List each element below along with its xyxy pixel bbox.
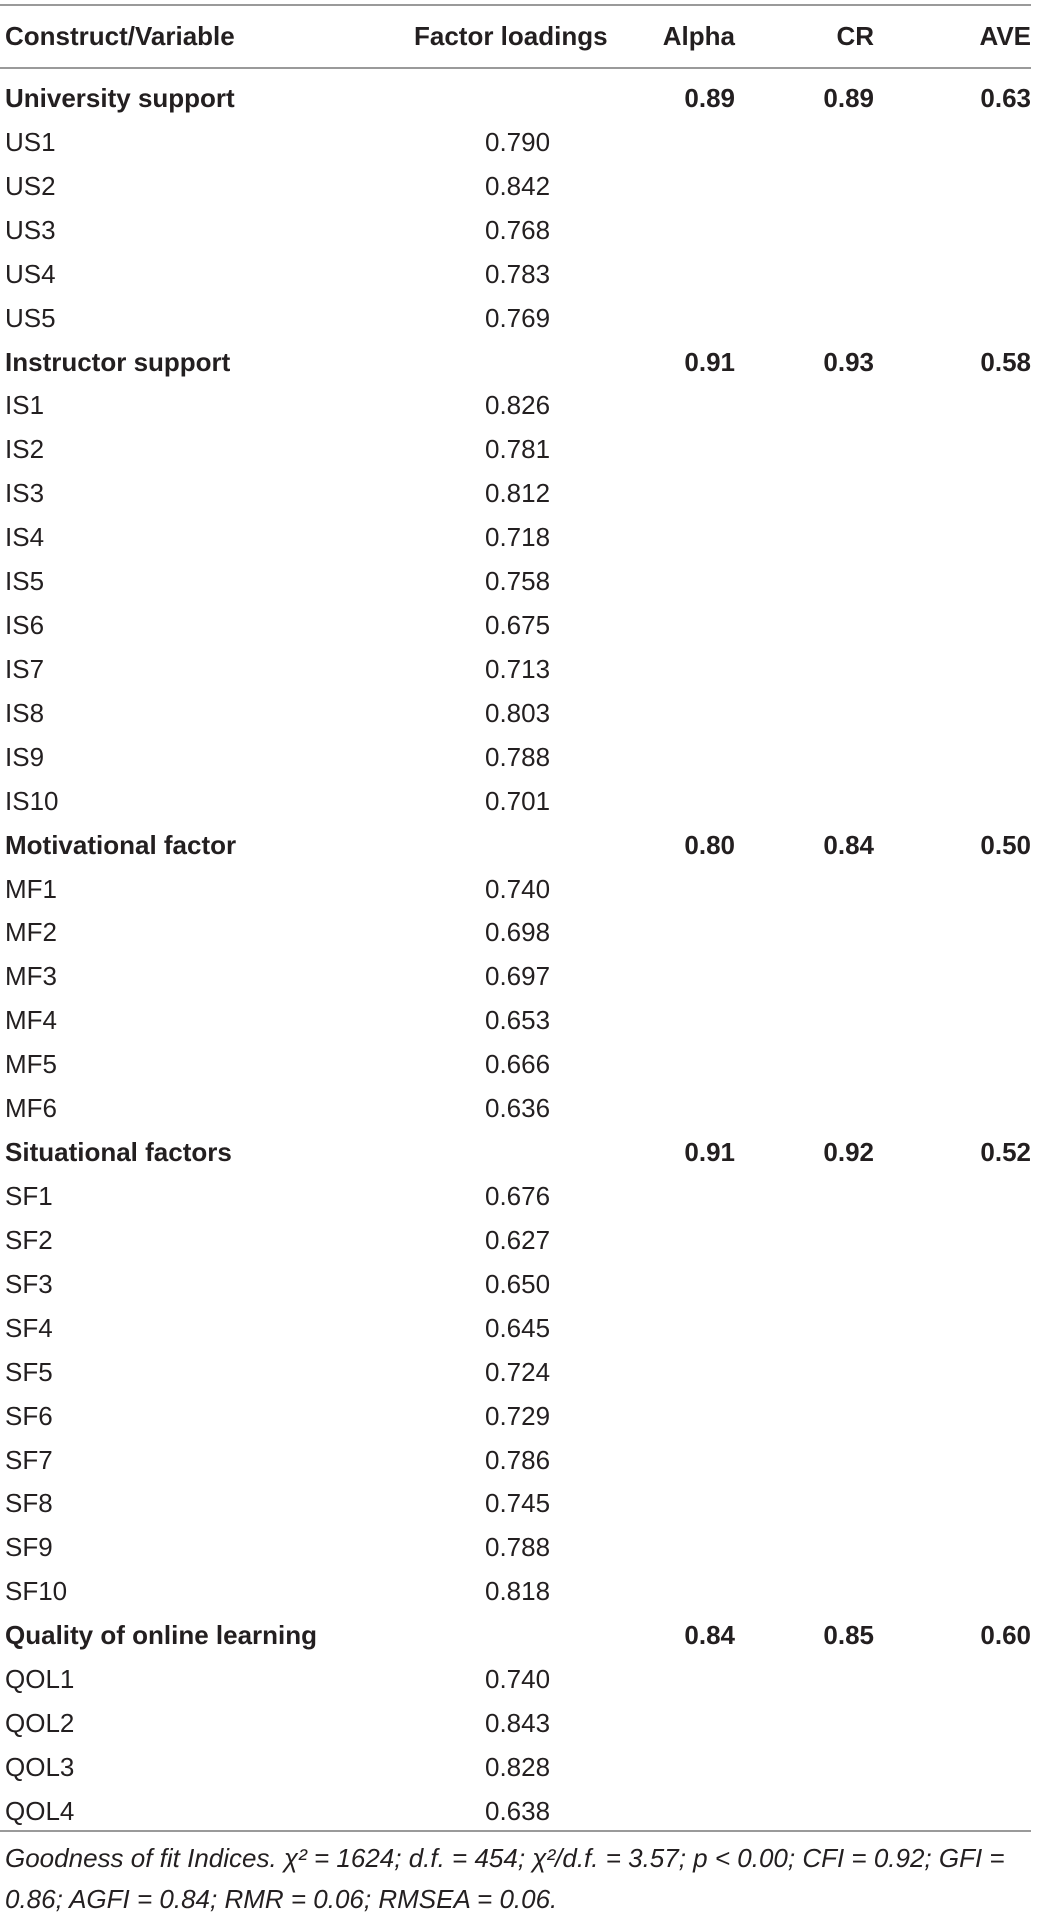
item-loading: 0.698 [485, 917, 551, 948]
table-row [0, 954, 1031, 998]
item-code: IS6 [5, 610, 45, 641]
ave-value: 0.50 [980, 829, 1031, 860]
item-code: US1 [5, 126, 56, 157]
table-row [0, 1569, 1031, 1613]
item-loading: 0.781 [485, 434, 551, 465]
cr-value: 0.84 [823, 829, 874, 860]
item-code: SF10 [5, 1576, 68, 1607]
table-row [0, 252, 1031, 296]
item-loading: 0.638 [485, 1795, 551, 1826]
item-loading: 0.788 [485, 741, 551, 772]
item-loading: 0.666 [485, 1049, 551, 1080]
item-loading: 0.636 [485, 1093, 551, 1124]
item-code: MF3 [5, 961, 57, 992]
item-code: SF4 [5, 1312, 53, 1343]
alpha-value: 0.80 [684, 829, 735, 860]
item-loading: 0.826 [485, 390, 551, 421]
alpha-value: 0.84 [684, 1620, 735, 1651]
item-code: QOL4 [5, 1795, 75, 1826]
table-footnote: Goodness of fit Indices. χ² = 1624; d.f. = 454; χ²/d.f. = 3.57; p < 0.00; CFI = 0.92; GFI = 0.86; AGFI = 0.84; RMR = 0.06; RMSEA = 0.06. [5, 1843, 1005, 1914]
item-code: SF6 [5, 1400, 53, 1431]
construct-row [0, 76, 1031, 120]
item-loading: 0.718 [485, 522, 551, 553]
construct-name: Motivational factor [5, 829, 237, 860]
table-row [0, 603, 1031, 647]
item-code: IS1 [5, 390, 45, 421]
item-loading: 0.803 [485, 697, 551, 728]
item-code: SF5 [5, 1356, 53, 1387]
alpha-value: 0.89 [684, 83, 735, 113]
table-row [0, 1789, 1031, 1833]
table-row [0, 559, 1031, 603]
table-row [0, 1525, 1031, 1569]
item-code: SF2 [5, 1224, 53, 1255]
item-code: US4 [5, 258, 56, 289]
table-row [0, 1174, 1031, 1218]
cr-value: 0.89 [823, 83, 874, 113]
item-loading: 0.842 [485, 170, 551, 201]
table-row [0, 383, 1031, 427]
item-loading: 0.790 [485, 126, 551, 157]
construct-row [0, 1130, 1031, 1174]
ave-value: 0.52 [980, 1137, 1031, 1168]
table-row [0, 867, 1031, 911]
item-loading: 0.650 [485, 1268, 551, 1299]
item-code: MF4 [5, 1005, 57, 1036]
item-code: MF6 [5, 1093, 57, 1124]
table-row [0, 471, 1031, 515]
table-row [0, 208, 1031, 252]
ave-value: 0.60 [980, 1620, 1031, 1651]
item-loading: 0.812 [485, 478, 551, 509]
item-loading: 0.783 [485, 258, 551, 289]
construct-name: Instructor support [5, 346, 231, 377]
item-loading: 0.676 [485, 1181, 551, 1211]
item-loading: 0.758 [485, 566, 551, 597]
item-loading: 0.843 [485, 1708, 551, 1739]
item-loading: 0.740 [485, 1664, 551, 1695]
table-row [0, 779, 1031, 823]
ave-value: 0.63 [980, 83, 1031, 113]
item-code: IS2 [5, 434, 45, 465]
header-ave: AVE [979, 21, 1031, 51]
table-row [0, 1042, 1031, 1086]
alpha-value: 0.91 [684, 346, 735, 377]
header-alpha: Alpha [662, 21, 735, 51]
item-loading: 0.675 [485, 610, 551, 641]
table-header-row [0, 14, 1031, 58]
item-code: SF9 [5, 1532, 53, 1563]
item-loading: 0.627 [485, 1224, 551, 1255]
item-code: MF1 [5, 873, 57, 904]
table-row [0, 691, 1031, 735]
item-loading: 0.645 [485, 1312, 551, 1343]
item-loading: 0.768 [485, 214, 551, 245]
top-rule [0, 4, 1031, 6]
item-code: SF3 [5, 1268, 53, 1299]
item-code: QOL2 [5, 1708, 75, 1739]
cr-value: 0.85 [823, 1620, 874, 1651]
alpha-value: 0.91 [684, 1137, 735, 1168]
item-loading: 0.701 [485, 785, 551, 816]
table-row [0, 1657, 1031, 1701]
table-row [0, 1438, 1031, 1482]
item-loading: 0.745 [485, 1488, 551, 1519]
item-code: IS4 [5, 522, 45, 553]
item-loading: 0.724 [485, 1356, 551, 1387]
item-code: IS10 [5, 785, 59, 816]
header-construct: Construct/Variable [5, 21, 235, 51]
item-code: SF1 [5, 1181, 53, 1211]
ave-value: 0.58 [980, 346, 1031, 377]
item-code: IS8 [5, 697, 45, 728]
item-loading: 0.828 [485, 1751, 551, 1782]
item-loading: 0.729 [485, 1400, 551, 1431]
item-loading: 0.769 [485, 302, 551, 333]
item-loading: 0.713 [485, 653, 551, 684]
item-loading: 0.653 [485, 1005, 551, 1036]
item-loading: 0.788 [485, 1532, 551, 1563]
table-row [0, 735, 1031, 779]
item-code: US3 [5, 214, 56, 245]
item-code: SF7 [5, 1444, 53, 1475]
table-row [0, 1350, 1031, 1394]
item-code: US5 [5, 302, 56, 333]
item-code: QOL1 [5, 1664, 75, 1695]
item-code: MF2 [5, 917, 57, 948]
construct-name: Quality of online learning [5, 1620, 318, 1651]
item-loading: 0.786 [485, 1444, 551, 1475]
construct-row [0, 823, 1031, 867]
table-row [0, 427, 1031, 471]
item-code: US2 [5, 170, 56, 201]
item-code: IS5 [5, 566, 45, 597]
construct-row [0, 340, 1031, 384]
item-code: MF5 [5, 1049, 57, 1080]
table-row [0, 910, 1031, 954]
table-row [0, 998, 1031, 1042]
item-loading: 0.697 [485, 961, 551, 992]
header-rule [0, 67, 1031, 69]
table-row [0, 120, 1031, 164]
table-row [0, 1262, 1031, 1306]
item-code: IS7 [5, 653, 45, 684]
cr-value: 0.92 [823, 1137, 874, 1168]
construct-name: Situational factors [5, 1137, 232, 1168]
item-code: SF8 [5, 1488, 53, 1519]
header-loadings: Factor loadings [414, 21, 608, 51]
item-loading: 0.740 [485, 873, 551, 904]
bottom-rule [0, 1830, 1031, 1832]
table-row [0, 1306, 1031, 1350]
table-row [0, 1701, 1031, 1745]
table-row [0, 1481, 1031, 1525]
construct-name: University support [5, 83, 235, 113]
table-row [0, 164, 1031, 208]
cr-value: 0.93 [823, 346, 874, 377]
table-row [0, 1745, 1031, 1789]
header-cr: CR [836, 21, 874, 51]
table-row [0, 296, 1031, 340]
table-row [0, 1394, 1031, 1438]
table-row [0, 1086, 1031, 1130]
item-loading: 0.818 [485, 1576, 551, 1607]
item-code: IS9 [5, 741, 45, 772]
table-row [0, 515, 1031, 559]
construct-row [0, 1613, 1031, 1657]
item-code: IS3 [5, 478, 45, 509]
table-row [0, 1218, 1031, 1262]
table-row [0, 647, 1031, 691]
item-code: QOL3 [5, 1751, 75, 1782]
